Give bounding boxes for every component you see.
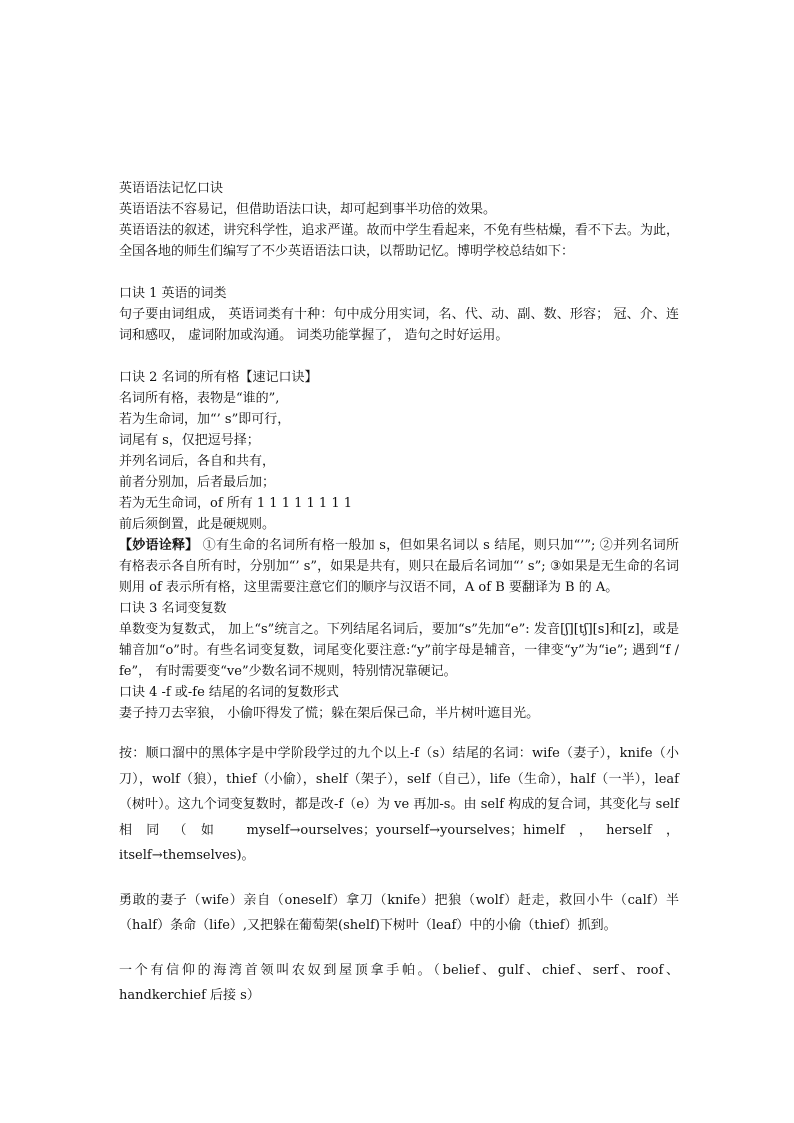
intro-paragraph-1: 英语语法不容易记，但借助语法口诀，却可起到事半功倍的效果。 bbox=[119, 202, 497, 217]
rule-4-heading: 口诀 4 -f 或-fe 结尾的名词的复数形式 bbox=[119, 685, 339, 700]
story-paragraph: 勇敢的妻子（wife）亲自（oneself）拿刀（knife）把狼（wolf）赶走，救回小牛（calf）半（half）条命（life）,又把躲在葡萄架(shelf)下树叶（leaf）中的小偷（thief）抓到。 bbox=[119, 892, 679, 933]
document-page bbox=[119, 178, 679, 1009]
note-text: ①有生命的名词所有格一般加 s，但如果名词以 s 结尾，则只加“’”; ②并列名词所有格表示各自所有时，分别加“’ s”，如果是共有，则只在最后名词加“’ s”; ③如果是无生命的名词则用 of 表示所有格，这里需要注意它们的顺序与汉语不同，A of B 要翻译为 B 的 A。 bbox=[119, 538, 679, 595]
spacer bbox=[119, 346, 679, 367]
spacer bbox=[119, 869, 679, 888]
rule-2-line: 前者分别加，后者最后加； bbox=[119, 475, 276, 490]
rule-2-note bbox=[119, 535, 679, 598]
note-label: 【妙语诠释】 bbox=[119, 538, 199, 553]
rule-4-body: 妻子持刀去宰狼， 小偷吓得发了慌；躲在架后保己命，半片树叶遮目光。 bbox=[119, 706, 540, 721]
document-title: 英语语法记忆口诀 bbox=[119, 181, 224, 196]
rule-2-line: 词尾有 s，仅把逗号择； bbox=[119, 433, 260, 448]
rule-2-line: 名词所有格，表物是“谁的”, bbox=[119, 391, 280, 406]
spacer bbox=[119, 939, 679, 958]
exception-paragraph: 一个有信仰的海湾首领叫农奴到屋顶拿手帕。（belief、gulf、chief、serf、roof、handkerchief 后接 s） bbox=[119, 962, 679, 1003]
spacer bbox=[119, 262, 679, 283]
spacer bbox=[119, 724, 679, 741]
rule-2-line: 前后须倒置，此是硬规则。 bbox=[119, 517, 276, 532]
rule-2-line: 并列名词后，各自和共有， bbox=[119, 454, 276, 469]
rule-2-line: 若为生命词，加“’ s”即可行， bbox=[119, 412, 291, 427]
intro-paragraph-2: 英语语法的叙述，讲究科学性，追求严谨。故而中学生看起来，不免有些枯燥，看不下去。为此，全国各地的师生们编写了不少英语语法口诀，以帮助记忆。博明学校总结如下： bbox=[119, 223, 679, 259]
rule-2-heading: 口诀 2 名词的所有格【速记口诀】 bbox=[119, 370, 318, 385]
rule-1-body: 句子要由词组成， 英语词类有十种：句中成分用实词，名、代、动、副、数、形容； 冠、介、连词和感叹， 虚词附加或沟通。 词类功能掌握了， 造句之时好运用。 bbox=[119, 307, 679, 343]
explanation-paragraph: 按：顺口溜中的黑体字是中学阶段学过的九个以上-f（s）结尾的名词：wife（妻子），knife（小刀），wolf（狼），thief（小偷），shelf（架子），self（自己），life（生命），half（一半），leaf（树叶）。这九个词变复数时，都是改-f（e）为 ve 再加-s。由 self 构成的复合词，其变化与 self 相同（如 myself→ourselves；yourself→yourselves；himelf，herself，itself→themselves)。 bbox=[119, 746, 679, 863]
rule-3-heading: 口诀 3 名词变复数 bbox=[119, 601, 227, 616]
rule-1-heading: 口诀 1 英语的词类 bbox=[119, 286, 227, 301]
rule-2-line: 若为无生命词，of 所有 1 1 1 1 1 1 1 1 bbox=[119, 496, 352, 511]
rule-3-body: 单数变为复数式， 加上“s”统言之。下列结尾名词后，要加“s”先加“e”: 发音[ʃ][tʃ][s]和[z]，或是辅音加“o”时。有些名词变复数，词尾变化要注意:“y”前字母是辅音，一律变“y”为“ie”; 遇到“f / fe”， 有时需要变“ve”少数名词不规则，特别情况靠硬记。 bbox=[119, 622, 679, 679]
